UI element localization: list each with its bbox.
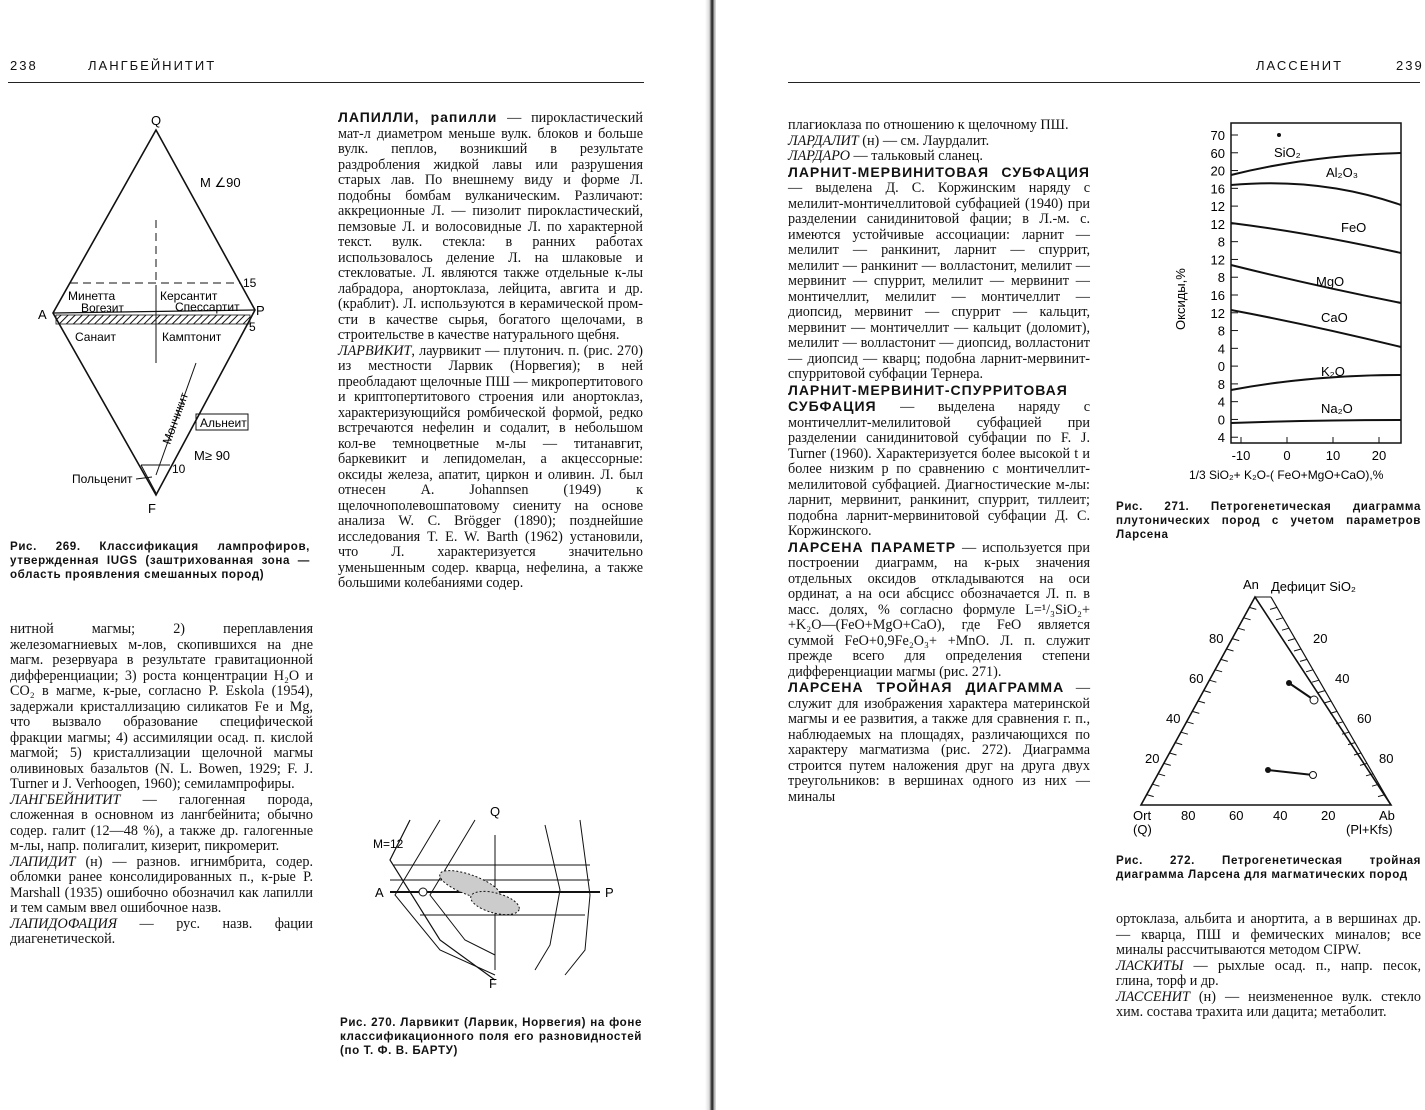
label-f: F	[489, 976, 497, 991]
tick	[1244, 618, 1251, 620]
entry	[1116, 990, 1421, 1021]
entry-head: ЛАРСЕНА ТРОЙНАЯ ДИАГРАММА	[788, 679, 1065, 695]
right-col2	[1116, 912, 1421, 1021]
label-alneit: Альнеит	[200, 416, 247, 430]
label-spessartit: Спессартит	[175, 300, 240, 314]
label-q: (Q)	[1133, 822, 1152, 837]
tick	[1276, 618, 1283, 620]
label-5: 5	[249, 320, 256, 334]
y-tick-label: 70	[1210, 128, 1225, 143]
series-label: SiO₂	[1274, 145, 1301, 160]
figure-269-caption: Рис. 269. Классификация лампрофиров, утвержденная IUGS (заштрихованная зона — область проявления смешанных пород)	[10, 540, 310, 581]
tick-label: 20	[1145, 751, 1160, 766]
tick-label: 20	[1321, 808, 1336, 823]
tick	[1294, 649, 1301, 651]
label-monchikit: Мончикит	[159, 390, 192, 447]
label-ab: Ab	[1379, 808, 1395, 823]
tick	[1147, 795, 1154, 797]
y-tick-label: 4	[1217, 430, 1225, 446]
tick	[1209, 680, 1216, 682]
label-m12: M=12	[373, 837, 404, 851]
entry-body: — выделена наряду с монтичеллит-мелилитовой субфацией при разделении санидинитовой субфации по F. J. Turner (1960). Характеризуется более высокой t и более низким p по сравнению с монтичеллит-мелилитовой субфацией. Диагностические м-лы: ларнит, мервинит, ранкинит, спуррит, тиллеит; подобна ларнит-мервинитовой субфации Д. С. Коржинского.	[788, 399, 1090, 539]
figure-271-chart	[1141, 115, 1425, 490]
tick-label: 40	[1273, 808, 1288, 823]
tick	[1249, 607, 1256, 609]
label-pl-kfs: (Pl+Kfs)	[1346, 822, 1393, 837]
tick	[1170, 753, 1177, 755]
y-tick-label: 4	[1217, 341, 1225, 357]
tick	[1164, 763, 1171, 765]
label-10: 10	[172, 462, 186, 476]
tick	[1232, 639, 1239, 641]
label-f: F	[148, 501, 156, 516]
tick-label: 60	[1229, 808, 1244, 823]
tick-label: 40	[1335, 671, 1350, 686]
entry	[788, 165, 1090, 383]
entry-body: (н) — неизмененное вулк. стекло хим. состава трахита или дацита; метаболит.	[1116, 988, 1421, 1020]
tick	[1192, 711, 1199, 713]
entry	[10, 793, 313, 855]
x-axis-label: 1/3 SiO₂+ K₂O-( FeO+MgO+CaO),%	[1189, 468, 1384, 482]
running-head: ЛАНГБЕЙНИТИТ	[88, 58, 217, 73]
entry-head: ЛАРСЕНА ПАРАМЕТР	[788, 538, 957, 555]
entry-head: ЛАССЕНИТ	[1116, 988, 1190, 1005]
tick-label: 80	[1379, 751, 1394, 766]
entry-head: ЛАРНИТ-МЕРВИНИТОВАЯ СУБФАЦИЯ	[788, 163, 1090, 180]
entry-body: , лаурвикит — плутонич. п. (рис. 270) из местности Ларвик (Норвегия); в ней преобладают щелочные ПШ — микропертитового и криптопертитового строения или анортоклаз, характеризующийся ромбической формой, редко встречаются нефелин и содалит, в небольшом кол-ве темноцветные м-лы — титанавгит, баркевикит и лепидомелан, а акцессорные: оксиды железа, апатит, циркон и оливин. Л. был отнесен A. Johannsen (1949) к щелочнополевошпатовому сиениту на основе анализа W. C. Brögger (1890); позднейшие исследования T. E. W. Barth (1962) установили, что Л. характеризуется значительно уменьшенным содер. кварца, нефелина, а также большими колебаниями содер.	[338, 342, 643, 591]
label-minette: Минетта	[68, 289, 116, 303]
entry-head: ЛАРНИТ-МЕРВИНИТ-СПУРРИТОВАЯ СУБФАЦИЯ	[788, 381, 1068, 414]
entry-head: ЛАПИДИТ	[10, 853, 76, 870]
y-tick-label: 12	[1210, 252, 1225, 268]
tick	[1318, 691, 1325, 693]
y-tick-label: 8	[1217, 323, 1225, 339]
tick	[1215, 670, 1222, 672]
tick	[1187, 722, 1194, 724]
label-deficit: Дефицит SiO₂	[1271, 579, 1356, 594]
left-col2	[338, 110, 643, 592]
entry-head: ЛАРВИКИТ	[338, 342, 412, 359]
tick	[1204, 691, 1211, 693]
y-tick-label: 0	[1217, 359, 1225, 375]
tick	[1198, 701, 1205, 703]
tick	[1312, 680, 1319, 682]
y-tick-label: 60	[1210, 145, 1225, 161]
header-rule	[8, 82, 644, 83]
right-page	[716, 0, 1425, 1110]
entry	[10, 855, 313, 917]
label-vogesit: Вогезит	[81, 301, 124, 315]
y-tick-label: 20	[1210, 163, 1225, 179]
tick	[1152, 784, 1159, 786]
x-tick-label: 20	[1371, 448, 1387, 463]
tick-label: 80	[1181, 808, 1196, 823]
entry	[338, 110, 643, 344]
entry-body: — рус. назв. фации диагенетической.	[10, 915, 313, 947]
entry-body: — тальковый сланец.	[849, 148, 983, 164]
y-ticks	[1211, 128, 1238, 445]
left-page	[0, 0, 708, 1110]
paragraph: нитной магмы; 2) переплавления железомагниевых м-лов, скопившихся на дне магм. резервуара в результате гравитационной дифференциации; 3) роста концентрации H₂O и CO₂ в магме, к-рые, согласно P. Eskola (1954), задержали кристаллизацию силикатов Fe и Mg, что вызвало образование специфической фракции магмы; 4) ассимиляции осад. п. кислой магмой; 5) кристаллизации щелочной магмы оливиновых базальтов (N. L. Bowen, 1929; F. J. Turner и J. Verhoogen, 1960); семилампрофиры.	[10, 621, 313, 792]
x-tick-label: 10	[1325, 448, 1341, 463]
label-m-ge-90: M≥ 90	[194, 448, 231, 463]
entry-body: — служит для изображения характера материнской магмы и ее развития, а также для сравнения г. п., наблюдаемых на площадях, различающихся по характеру магматизма (рис. 272). Диаграмма строится путем наложения друг на друга двух треугольников: в вершинах одного из них — миналы	[788, 680, 1091, 805]
label-ort: Ort	[1133, 808, 1152, 823]
y-tick-label: 12	[1210, 199, 1225, 215]
y-tick-label: 8	[1217, 376, 1225, 392]
entry-head: ЛАРДАРО	[788, 148, 850, 164]
tick	[1175, 743, 1182, 745]
tick	[1288, 639, 1295, 641]
page-number: 239	[1396, 58, 1424, 73]
y-tick-label: 12	[1210, 216, 1225, 232]
label-p: P	[605, 885, 614, 900]
label-a: A	[38, 307, 47, 322]
y-axis-label: Оксиды,%	[1173, 268, 1188, 330]
entry	[788, 540, 1090, 681]
label-15: 15	[243, 276, 257, 290]
entry-head: ЛАНГБЕЙНИТИТ	[10, 791, 121, 808]
tick	[1238, 628, 1245, 630]
tick	[1158, 774, 1165, 776]
x-tick-label: 0	[1283, 448, 1291, 463]
y-tick-label: 8	[1217, 270, 1225, 286]
tick	[1221, 659, 1228, 661]
series-label: CaO	[1321, 310, 1348, 325]
label-a: A	[375, 885, 384, 900]
y-tick-label: 4	[1217, 394, 1225, 410]
series-label: K₂O	[1321, 364, 1345, 379]
entry-body: — галогенная порода, сложенная в основном из лангбейнита; обычно содер. галит (12—48 %), а также др. галогенные м-лы, напр. полигалит, кизерит, пикромерит.	[10, 791, 313, 854]
figure-271-caption: Рис. 271. Петрогенетическая диаграмма плутонических пород с учетом параметров Ларсена	[1116, 500, 1421, 541]
paragraph: плагиоклаза по отношению к щелочному ПШ.	[788, 117, 1069, 133]
figure-272-caption: Рис. 272. Петрогенетическая тройная диаграмма Ларсена для магматических пород	[1116, 854, 1421, 881]
entry-head: ЛАПИЛЛИ, рапилли	[338, 109, 498, 125]
entry-body: — рыхлые осад. п., напр. песок, глина, торф и др.	[1116, 957, 1421, 989]
entry-body: (н) — см. Лаурдалит.	[858, 132, 990, 149]
paragraph: ортоклаза, альбита и анортита, а в вершинах др. — кварца, ПШ и фемических миналов; все миналы рассчитываются методом CIPW.	[1116, 911, 1421, 958]
header-rule	[788, 82, 1420, 83]
entry	[788, 680, 1090, 805]
entry	[10, 917, 313, 948]
x-tick-label: -10	[1231, 448, 1251, 463]
tick	[1282, 628, 1289, 630]
tick	[1324, 701, 1331, 703]
label-sanait: Санаит	[75, 330, 116, 344]
y-tick-label: 0	[1217, 412, 1225, 428]
series-label: MgO	[1316, 274, 1345, 289]
figure-270-caption: Рис. 270. Ларвикит (Ларвик, Норвегия) на фоне классификационного поля его разновидностей (по Т. Ф. В. БАРТУ)	[340, 1016, 642, 1057]
tick-label: 20	[1313, 631, 1328, 646]
tick	[1181, 732, 1188, 734]
series-label: FeO	[1341, 220, 1367, 235]
page-number: 238	[10, 58, 38, 73]
entry	[788, 149, 1090, 165]
label-polzenit: Польценит	[72, 472, 133, 486]
entry-body: — пирокластический мат-л диаметром меньше вулк. блоков и больше вулк. пеплов, возникший в результате раздробления жидкой лавы или разрушения старых лав. По внешнему виду и форме Л. подобны бомбам вулканическим. Различают: аккреционные Л. — пизолит пирокластический, пемзовые Л. и волосовидные Л. по характерной текст. вулк. стекла: в ранних работах использовалось деление Л. на шлаковые и стекловатые. Л. являются также отдельные к-лы лабрадора, анортоклаза, лейцита, авгита и др. (краблит). Л. используются в керамической пром-сти в качестве сырья, богатого щелочами, в строительстве в качестве натурального щебня.	[338, 110, 643, 343]
tick	[1300, 659, 1307, 661]
figure-272-diagram	[1121, 575, 1421, 840]
entry	[788, 383, 1090, 540]
entry-head: ЛАРДАЛИТ	[788, 132, 859, 149]
running-head: ЛАССЕНИТ	[1256, 58, 1344, 73]
tick-label: 80	[1209, 631, 1224, 646]
y-tick-label: 12	[1210, 305, 1225, 321]
entry-body: — выделена Д. С. Коржинским наряду с мелилит-монтичеллитовой субфацией (1940) при разделении санидинитовой фации; в Л.-м. с. имеются устойчивые ассоциации: ларнит — мелилит — ранкинит, ларнит — спуррит, мелилит — ранкинит — волластонит, мелилит — мервинит — спуррит, мелилит — мервинит — монтичеллит, мелилит — монтичеллит — диопсид, мервинит — спуррит — кальцит, мервинит — монтичеллит — кальцит (доломит), мелилит — волластонит — диопсид, волластонит — диопсид — кварц; подобна ларнит-мервинит-спурритовой субфации Тернера.	[788, 180, 1090, 382]
entry	[788, 134, 1090, 150]
tick	[1306, 670, 1313, 672]
y-tick-label: 16	[1210, 181, 1225, 197]
entry-body: — используется при построении диаграмм, на к-рых значения отдельных оксидов откладываются на оси ординат, а на оси абсцисс обозначается Л. п. в масс. долях, % согласно формуле L=¹/₃SiO₂+ +K₂O—(FeO+MgO+CaO), где FeO является суммой FeO+0,9Fe₂O₃+ +MnO. Л. п. служит прежде всего для определения степени дифференциации магмы (рис. 271).	[788, 539, 1090, 680]
tick	[1270, 607, 1277, 609]
label-an: An	[1243, 577, 1259, 592]
right-col1	[788, 118, 1090, 805]
entry	[338, 344, 643, 592]
tick	[1227, 649, 1234, 651]
label-kersantit: Керсантит	[160, 289, 218, 303]
label-kamptonit: Камптонит	[162, 330, 222, 344]
entry-head: ЛАПИДОФАЦИЯ	[10, 915, 118, 932]
tick-label: 40	[1166, 711, 1181, 726]
entry	[1116, 959, 1421, 990]
tick-label: 60	[1189, 671, 1204, 686]
left-col1	[10, 622, 313, 948]
entry-body: (н) — разнов. игнимбрита, содер. обломки ранее консолидированных п., к-рые P. Marshall (1935) ошибочно обозначил как лапилли и тем самым ввел ошибочное назв.	[10, 853, 313, 916]
label-q: Q	[490, 804, 501, 819]
series-label: Na₂O	[1321, 401, 1353, 416]
y-tick-label: 16	[1210, 288, 1225, 303]
x-ticks	[1232, 437, 1387, 463]
figure-269-diagram	[30, 105, 310, 525]
entry-head: ЛАСКИТЫ	[1116, 957, 1184, 974]
label-q: Q	[151, 113, 162, 128]
label-p: P	[256, 303, 265, 318]
tick-label: 60	[1357, 711, 1372, 726]
figure-270-diagram	[365, 800, 625, 1000]
series-label: Al₂O₃	[1326, 165, 1359, 180]
y-tick-label: 8	[1217, 234, 1225, 250]
label-m90: M ∠90	[200, 175, 241, 190]
